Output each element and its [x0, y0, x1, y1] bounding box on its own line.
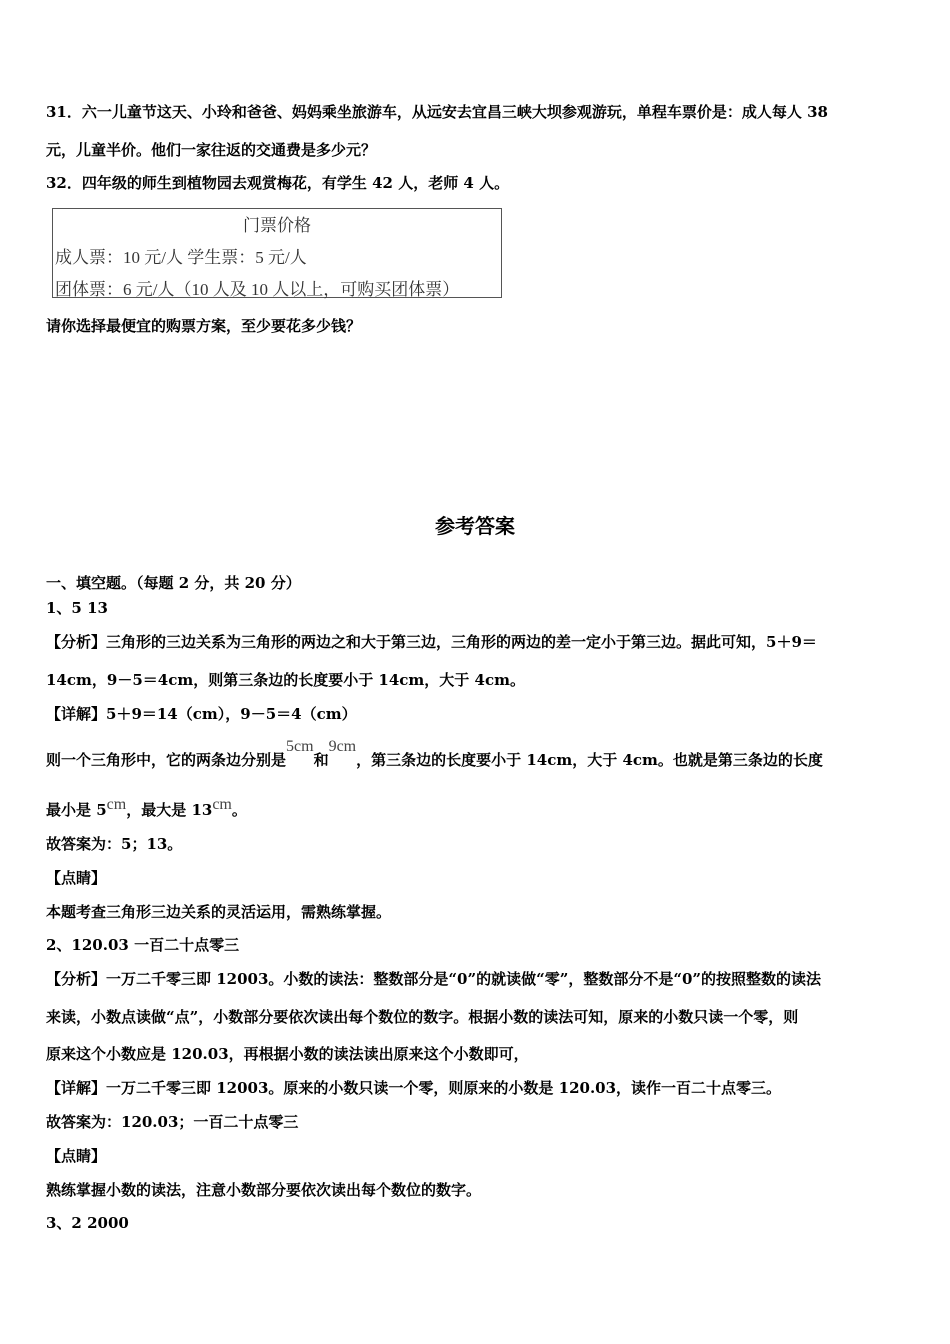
a2-point: 【点睛】: [46, 1147, 107, 1165]
a3-head: 3、2 2000: [46, 1214, 129, 1232]
unit-5cm: 5cm: [286, 738, 314, 755]
a1-head: 1、5 13: [46, 599, 108, 617]
a1-analysis2: 14cm，9－5＝4cm，则第三条边的长度要小于 14cm，大于 4cm。: [46, 671, 525, 689]
ticket-price-row2: 团体票：6 元/人（10 人及 10 人以上，可购买团体票）: [55, 280, 460, 299]
a2-head: 2、120.03 一百二十点零三: [46, 936, 240, 954]
unit-9cm: 9cm: [328, 738, 357, 755]
a1-line-a-text: 则一个三角形中，它的两条边分别是: [46, 751, 287, 769]
a1-line-b2: ，最大是 13: [126, 801, 213, 819]
a2-analysis1: 【分析】一万二千零三即 12003。小数的读法：整数部分是“0”的就读做“零”，整数部分不是“0”的按照整数的读法: [46, 970, 822, 988]
ticket-price-header: 门票价格: [243, 216, 311, 235]
a2-analysis2: 来读，小数点读做“点”，小数部分要依次读出每个数位的数字。根据小数的读法可知，原来的小数只读一个零，则: [46, 1008, 799, 1026]
section1-heading: 一、填空题。（每题 2 分，共 20 分）: [46, 574, 301, 592]
a1-line-a-tail: ，第三条边的长度要小于 14cm，大于 4cm。也就是第三条边的长度: [356, 751, 823, 769]
a2-point-text: 熟练掌握小数的读法，注意小数部分要依次读出每个数位的数字。: [46, 1181, 482, 1199]
unit-cm-1: cm: [106, 796, 127, 813]
a2-analysis3: 原来这个小数应是 120.03，再根据小数的读法读出原来这个小数即可，: [46, 1045, 529, 1063]
a1-line-b3: 。: [231, 801, 247, 819]
a1-analysis1: 【分析】三角形的三边关系为三角形的两边之和大于第三边，三角形的两边的差一定小于第三边。据此可知，5＋9＝: [46, 633, 817, 651]
q32-question: 请你选择最便宜的购票方案，至少要花多少钱？: [46, 317, 362, 335]
a1-detail: 【详解】5＋9＝14（cm），9－5＝4（cm）: [46, 705, 357, 723]
q31-line2: 元，儿童半价。他们一家往返的交通费是多少元？: [46, 141, 377, 159]
a2-answer: 故答案为：120.03；一百二十点零三: [46, 1113, 299, 1131]
a1-and: 和: [313, 751, 329, 769]
ticket-price-table: [52, 208, 502, 298]
a2-detail: 【详解】一万二千零三即 12003。原来的小数只读一个零，则原来的小数是 120.03，读作一百二十点零三。: [46, 1079, 782, 1097]
answers-title: 参考答案: [435, 514, 515, 538]
a1-line-b: [46, 796, 247, 821]
a1-point-text: 本题考查三角形三边关系的灵活运用，需熟练掌握。: [46, 903, 392, 921]
q31-line1: 31．六一儿童节这天、小玲和爸爸、妈妈乘坐旅游车，从远安去宜昌三峡大坝参观游玩，单程车票价是：成人每人 38: [46, 103, 828, 121]
a1-point: 【点睛】: [46, 869, 107, 887]
a1-line-a: [46, 738, 823, 771]
a1-line-b1: 最小是 5: [46, 801, 107, 819]
a1-answer: 故答案为：5；13。: [46, 835, 183, 853]
unit-cm-2: cm: [212, 796, 232, 813]
q32-line1: 32．四年级的师生到植物园去观赏梅花，有学生 42 人，老师 4 人。: [46, 174, 510, 192]
ticket-price-row1: 成人票：10 元/人 学生票：5 元/人: [55, 248, 307, 267]
